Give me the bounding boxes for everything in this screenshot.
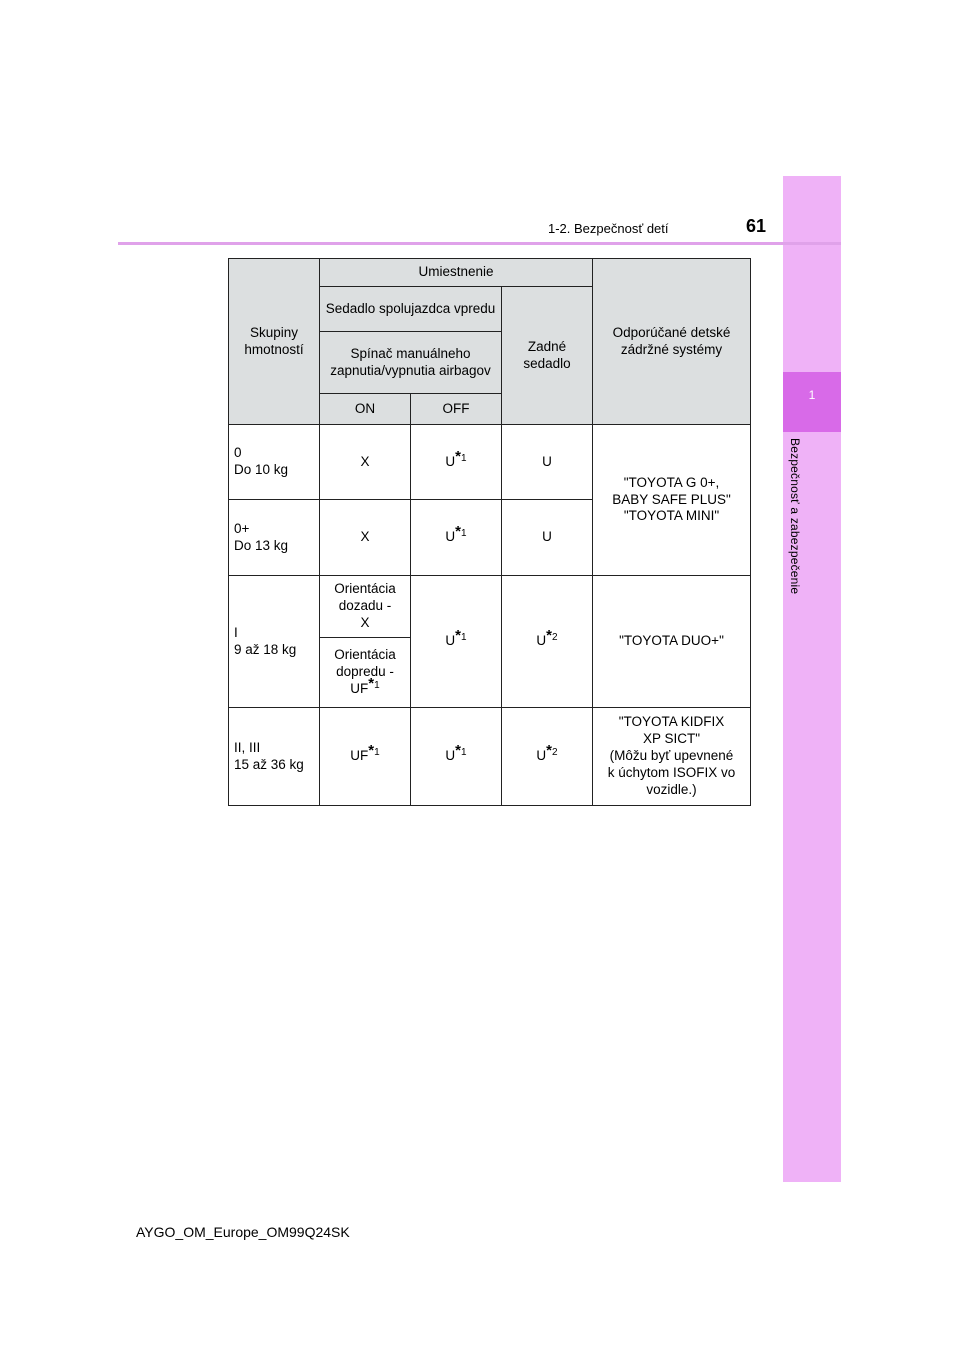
rear-facing-cell: Orientácia dozadu - X	[320, 576, 411, 638]
front-on-cell: X	[320, 500, 411, 576]
placement-header: Umiestnenie	[320, 259, 593, 287]
rear-seat-cell: U	[502, 425, 593, 500]
front-on-cell: X	[320, 425, 411, 500]
weight-group-cell: I 9 až 18 kg	[229, 576, 320, 708]
child-seat-table	[228, 258, 751, 806]
front-off-cell: $U^{*1}$	[411, 576, 502, 708]
header-rule	[118, 242, 841, 245]
table-row	[229, 708, 751, 806]
rear-seat-cell: $U^{*2}$	[502, 708, 593, 806]
recommended-systems-header: Odporúčané detské zádržné systémy	[593, 259, 751, 425]
front-off-cell: $U^{*1}$	[411, 425, 502, 500]
airbag-on-header: ON	[320, 394, 411, 425]
chapter-number-marker	[783, 372, 841, 432]
chapter-number: 1	[808, 388, 816, 402]
table-row	[229, 576, 751, 638]
weight-group-cell: II, III 15 až 36 kg	[229, 708, 320, 806]
weight-groups-header: Skupiny hmotností	[229, 259, 320, 425]
page-number: 61	[746, 216, 767, 236]
front-off-cell: $U^{*1}$	[411, 500, 502, 576]
recommended-cell: "TOYOTA G 0+, BABY SAFE PLUS" "TOYOTA MINI"	[593, 425, 751, 576]
front-off-cell: $U^{*1}$	[411, 708, 502, 806]
front-seat-header: Sedadlo spolujazdca vpredu	[320, 287, 502, 332]
weight-group-cell: 0 Do 10 kg	[229, 425, 320, 500]
chapter-title: Bezpečnosť a zabezpečenie	[788, 438, 802, 595]
rear-seat-header: Zadné sedadlo	[502, 287, 593, 425]
document-code: AYGO_OM_Europe_OM99Q24SK	[136, 1224, 350, 1240]
rear-seat-cell: $U^{*2}$	[502, 576, 593, 708]
chapter-side-tab	[783, 176, 841, 1182]
table-row	[229, 425, 751, 500]
rear-seat-cell: U	[502, 500, 593, 576]
recommended-cell: "TOYOTA KIDFIX XP SICT" (Môžu byť upevnené k úchytom ISOFIX vo vozidle.)	[593, 708, 751, 806]
airbag-switch-header: Spínač manuálneho zapnutia/vypnutia airbagov	[320, 332, 502, 394]
weight-group-cell: 0+ Do 13 kg	[229, 500, 320, 576]
forward-facing-cell: Orientácia dopredu - UF$^{*1}$	[320, 638, 411, 708]
section-title: 1-2. Bezpečnosť detí	[548, 221, 669, 236]
airbag-off-header: OFF	[411, 394, 502, 425]
front-on-cell: UF$^{*1}$	[320, 708, 411, 806]
recommended-cell: "TOYOTA DUO+"	[593, 576, 751, 708]
